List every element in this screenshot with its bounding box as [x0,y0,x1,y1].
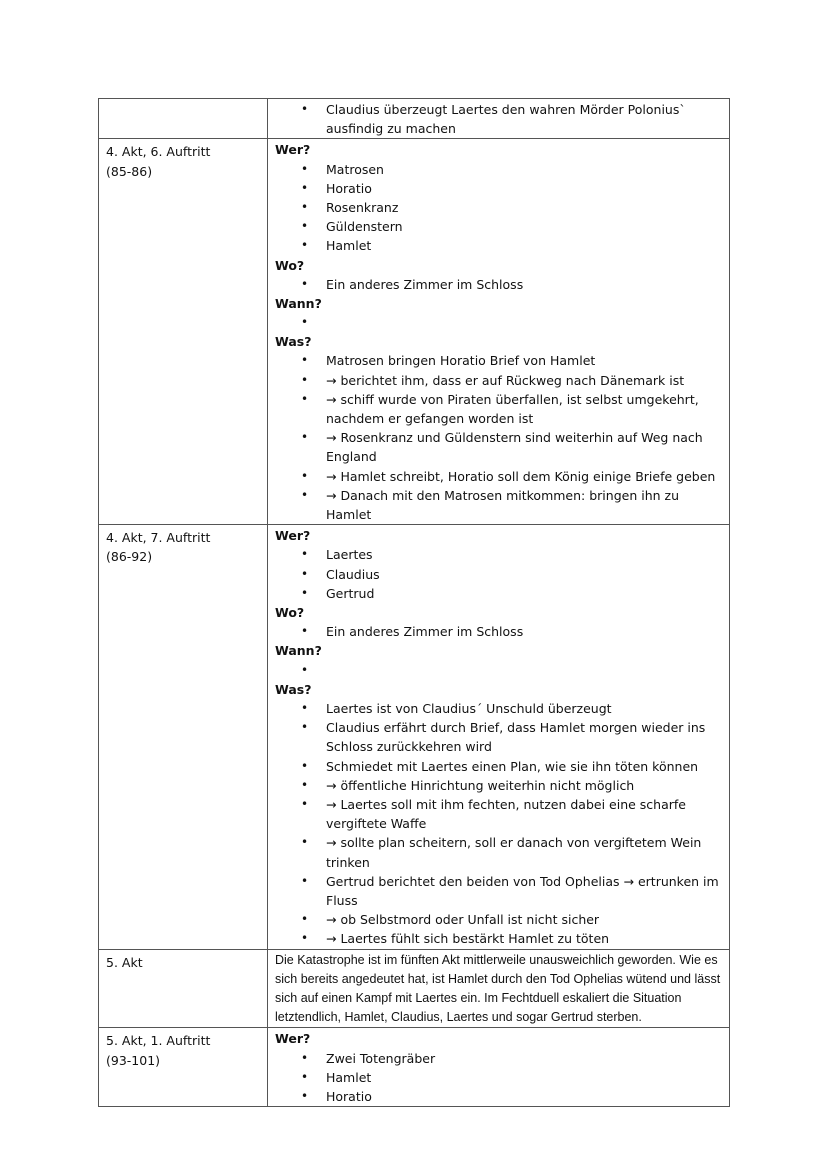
content-cell [268,99,730,139]
wer-heading: Wer? [275,1031,311,1047]
scene-table [98,98,730,1107]
was-heading: Was? [275,334,312,350]
content-cell [268,1028,730,1107]
wo-list [275,622,725,641]
list-item: • → öffentliche Hinrichtung weiterhin nicht möglich [275,776,725,795]
scene-pages: (86-92) [106,549,153,565]
content-cell [268,139,730,525]
scene-cell [99,525,268,949]
list-item: • Matrosen bringen Horatio Brief von Hamlet [275,351,725,370]
wo-heading: Wo? [275,605,305,621]
empty-list-item [275,661,725,680]
scene-cell [99,139,268,525]
list-item: • → schiff wurde von Piraten überfallen, ist selbst umgekehrt, nachdem er gefangen worden ist [275,390,725,428]
list-item: • Güldenstern [275,217,725,236]
was-heading: Was? [275,681,312,697]
wann-heading: Wann? [275,643,322,659]
list-item: • Ein anderes Zimmer im Schloss [275,275,725,294]
was-list [275,351,725,524]
list-item: • Hamlet [275,1068,725,1087]
list-item: • → Danach mit den Matrosen mitkommen: bringen ihn zu Hamlet [275,486,725,524]
wer-list [275,545,725,603]
list-item: • → Rosenkranz und Güldenstern sind weiterhin auf Weg nach England [275,428,725,466]
wer-heading: Wer? [275,142,311,158]
table-row [99,949,730,1028]
list-item: • → berichtet ihm, dass er auf Rückweg nach Dänemark ist [275,371,725,390]
scene-title: 4. Akt, 6. Auftritt [106,144,211,160]
document-page [98,98,730,1107]
scene-title: 5. Akt [106,954,143,970]
list-item: • Horatio [275,1087,725,1106]
was-list [275,699,725,949]
list-item: • Claudius überzeugt Laertes den wahren Mörder Polonius` ausfindig zu machen [275,100,725,138]
summary-paragraph: Die Katastrophe ist im fünften Akt mittlerweile unausweichlich geworden. Wie es sich bereits angedeutet hat, ist Hamlet durch den Tod Ophelias wütend und lässt sich auf einen Kampf mit Laertes ein. Im Fechtduell eskaliert die Situation letztendlich, Hamlet, Claudius, Laertes und sogar Gertrud sterben. [268,949,730,1028]
list-item: • Matrosen [275,160,725,179]
empty-list-item [275,313,725,332]
list-item: • → sollte plan scheitern, soll er danach von vergiftetem Wein trinken [275,833,725,871]
list-item: • Gertrud berichtet den beiden von Tod Ophelias → ertrunken im Fluss [275,872,725,910]
wann-heading: Wann? [275,296,322,312]
scene-title: 4. Akt, 7. Auftritt [106,530,211,546]
wann-list [275,661,725,680]
list-item: • Schmiedet mit Laertes einen Plan, wie sie ihn töten können [275,757,725,776]
bullet-list [275,100,725,138]
list-item: • Laertes [275,545,725,564]
list-item: • → ob Selbstmord oder Unfall ist nicht sicher [275,910,725,929]
list-item: • → Hamlet schreibt, Horatio soll dem König einige Briefe geben [275,467,725,486]
list-item: • Laertes ist von Claudius´ Unschuld überzeugt [275,699,725,718]
scene-cell [99,949,268,1028]
wo-list [275,275,725,294]
table-row [99,99,730,139]
scene-pages: (85-86) [106,163,153,179]
list-item: • → Laertes soll mit ihm fechten, nutzen dabei eine scharfe vergiftete Waffe [275,795,725,833]
list-item: • Ein anderes Zimmer im Schloss [275,622,725,641]
list-item: • Zwei Totengräber [275,1049,725,1068]
table-row [99,139,730,525]
list-item: • Horatio [275,179,725,198]
content-cell [268,525,730,949]
scene-cell [99,99,268,139]
scene-title: 5. Akt, 1. Auftritt [106,1033,211,1049]
list-item: • → Laertes fühlt sich bestärkt Hamlet zu töten [275,929,725,948]
wer-heading: Wer? [275,528,311,544]
list-item: • Claudius erfährt durch Brief, dass Hamlet morgen wieder ins Schloss zurückkehren wird [275,718,725,756]
wann-list [275,313,725,332]
wer-list [275,160,725,256]
table-row [99,1028,730,1107]
wer-list [275,1049,725,1107]
list-item: • Gertrud [275,584,725,603]
list-item: • Rosenkranz [275,198,725,217]
scene-cell [99,1028,268,1107]
scene-pages: (93-101) [106,1052,161,1068]
wo-heading: Wo? [275,257,305,273]
table-row [99,525,730,949]
list-item: • Claudius [275,565,725,584]
list-item: • Hamlet [275,236,725,255]
